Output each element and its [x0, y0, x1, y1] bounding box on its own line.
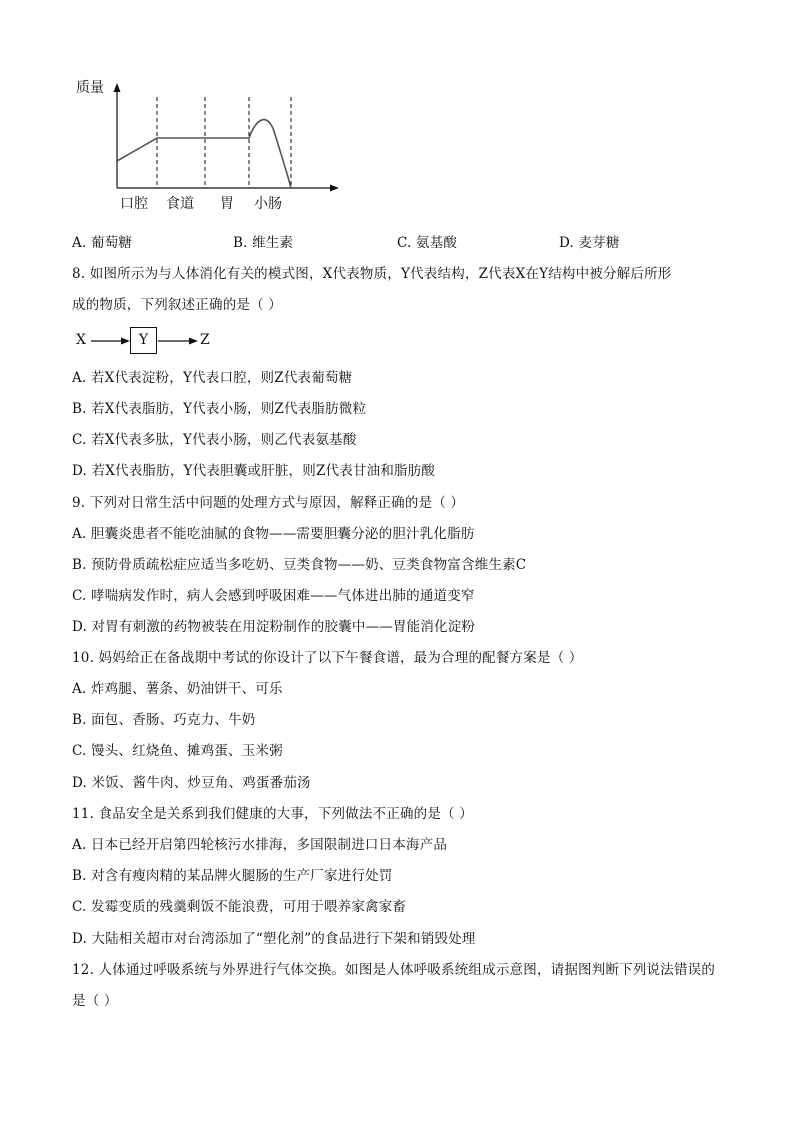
q9-option-a: A. 胆囊炎患者不能吃油腻的食物——需要胆囊分泌的胆汁乳化脂肪 — [72, 526, 475, 542]
q11-option-d: D. 大陆相关超市对台湾添加了“塑化剂”的食品进行下架和销毁处理 — [72, 931, 476, 947]
q7-option-b: B. 维生素 — [233, 235, 294, 251]
q8-option-c: C. 若X代表多肽，Y代表小肠，则乙代表氨基酸 — [72, 432, 357, 448]
q8-stem-line1: 8. 如图所示为与人体消化有关的模式图，X代表物质，Y代表结构，Z代表X在Y结构中被分解后所形 — [72, 266, 672, 282]
digestion-mass-graph — [70, 75, 350, 215]
q11-stem: 11. 食品安全是关系到我们健康的大事，下列做法不正确的是（ ） — [72, 806, 473, 822]
q9-option-b: B. 预防骨质疏松症应适当多吃奶、豆类食物——奶、豆类食物富含维生素C — [72, 557, 527, 573]
q8-option-d: D. 若X代表脂肪，Y代表胆囊或肝脏，则Z代表甘油和脂肪酸 — [72, 463, 436, 479]
diagram-arrow-x-to-y — [89, 335, 131, 347]
q7-option-a: A. 葡萄糖 — [72, 235, 133, 251]
q9-option-d: D. 对胃有刺激的药物被装在用淀粉制作的胶囊中——胃能消化淀粉 — [72, 619, 476, 635]
q10-option-b: B. 面包、香肠、巧克力、牛奶 — [72, 712, 256, 728]
graph-x-label-esophagus: 食道 — [166, 196, 194, 212]
q10-option-c: C. 馒头、红烧鱼、摊鸡蛋、玉米粥 — [72, 743, 283, 759]
q8-stem-line2: 成的物质，下列叙述正确的是（ ） — [72, 297, 282, 313]
graph-x-label-small-intestine: 小肠 — [254, 196, 282, 212]
q10-option-d: D. 米饭、酱牛肉、炒豆角、鸡蛋番茄汤 — [72, 775, 311, 791]
q7-option-c: C. 氨基酸 — [397, 235, 458, 251]
graph-x-label-stomach: 胃 — [220, 196, 234, 212]
diagram-x-label: X — [76, 332, 86, 348]
graph-y-axis-label: 质量 — [76, 80, 104, 96]
q8-option-b: B. 若X代表脂肪，Y代表小肠，则Z代表脂肪微粒 — [72, 401, 367, 417]
q10-option-a: A. 炸鸡腿、薯条、奶油饼干、可乐 — [72, 681, 283, 697]
diagram-arrow-y-to-z — [157, 335, 199, 347]
graph-y-axis-arrow — [114, 83, 121, 92]
graph-x-axis-arrow — [330, 185, 339, 192]
diagram-y-box: Y — [130, 327, 157, 354]
q8-option-a: A. 若X代表淀粉，Y代表口腔，则Z代表葡萄糖 — [72, 370, 353, 386]
diagram-z-label: Z — [200, 332, 210, 348]
q12-stem-line1: 12. 人体通过呼吸系统与外界进行气体交换。如图是人体呼吸系统组成示意图，请据图判断下列说法错误的 — [72, 962, 716, 978]
q11-option-b: B. 对含有瘦肉精的某品牌火腿肠的生产厂家进行处罚 — [72, 868, 393, 884]
q11-option-c: C. 发霉变质的残羹剩饭不能浪费，可用于喂养家禽家畜 — [72, 899, 407, 915]
graph-x-label-mouth: 口腔 — [120, 196, 148, 212]
q12-stem-line2: 是（ ） — [72, 993, 118, 1009]
q9-stem: 9. 下列对日常生活中问题的处理方式与原因，解释正确的是（ ） — [72, 495, 465, 511]
q11-option-a: A. 日本已经开启第四轮核污水排海，多国限制进口日本海产品 — [72, 837, 448, 853]
graph-curve — [117, 120, 291, 188]
q7-option-d: D. 麦芽糖 — [559, 235, 620, 251]
q10-stem: 10. 妈妈给正在备战期中考试的你设计了以下午餐食谱，最为合理的配餐方案是（ ） — [72, 650, 583, 666]
q9-option-c: C. 哮喘病发作时，病人会感到呼吸困难——气体进出肺的通道变窄 — [72, 588, 475, 604]
